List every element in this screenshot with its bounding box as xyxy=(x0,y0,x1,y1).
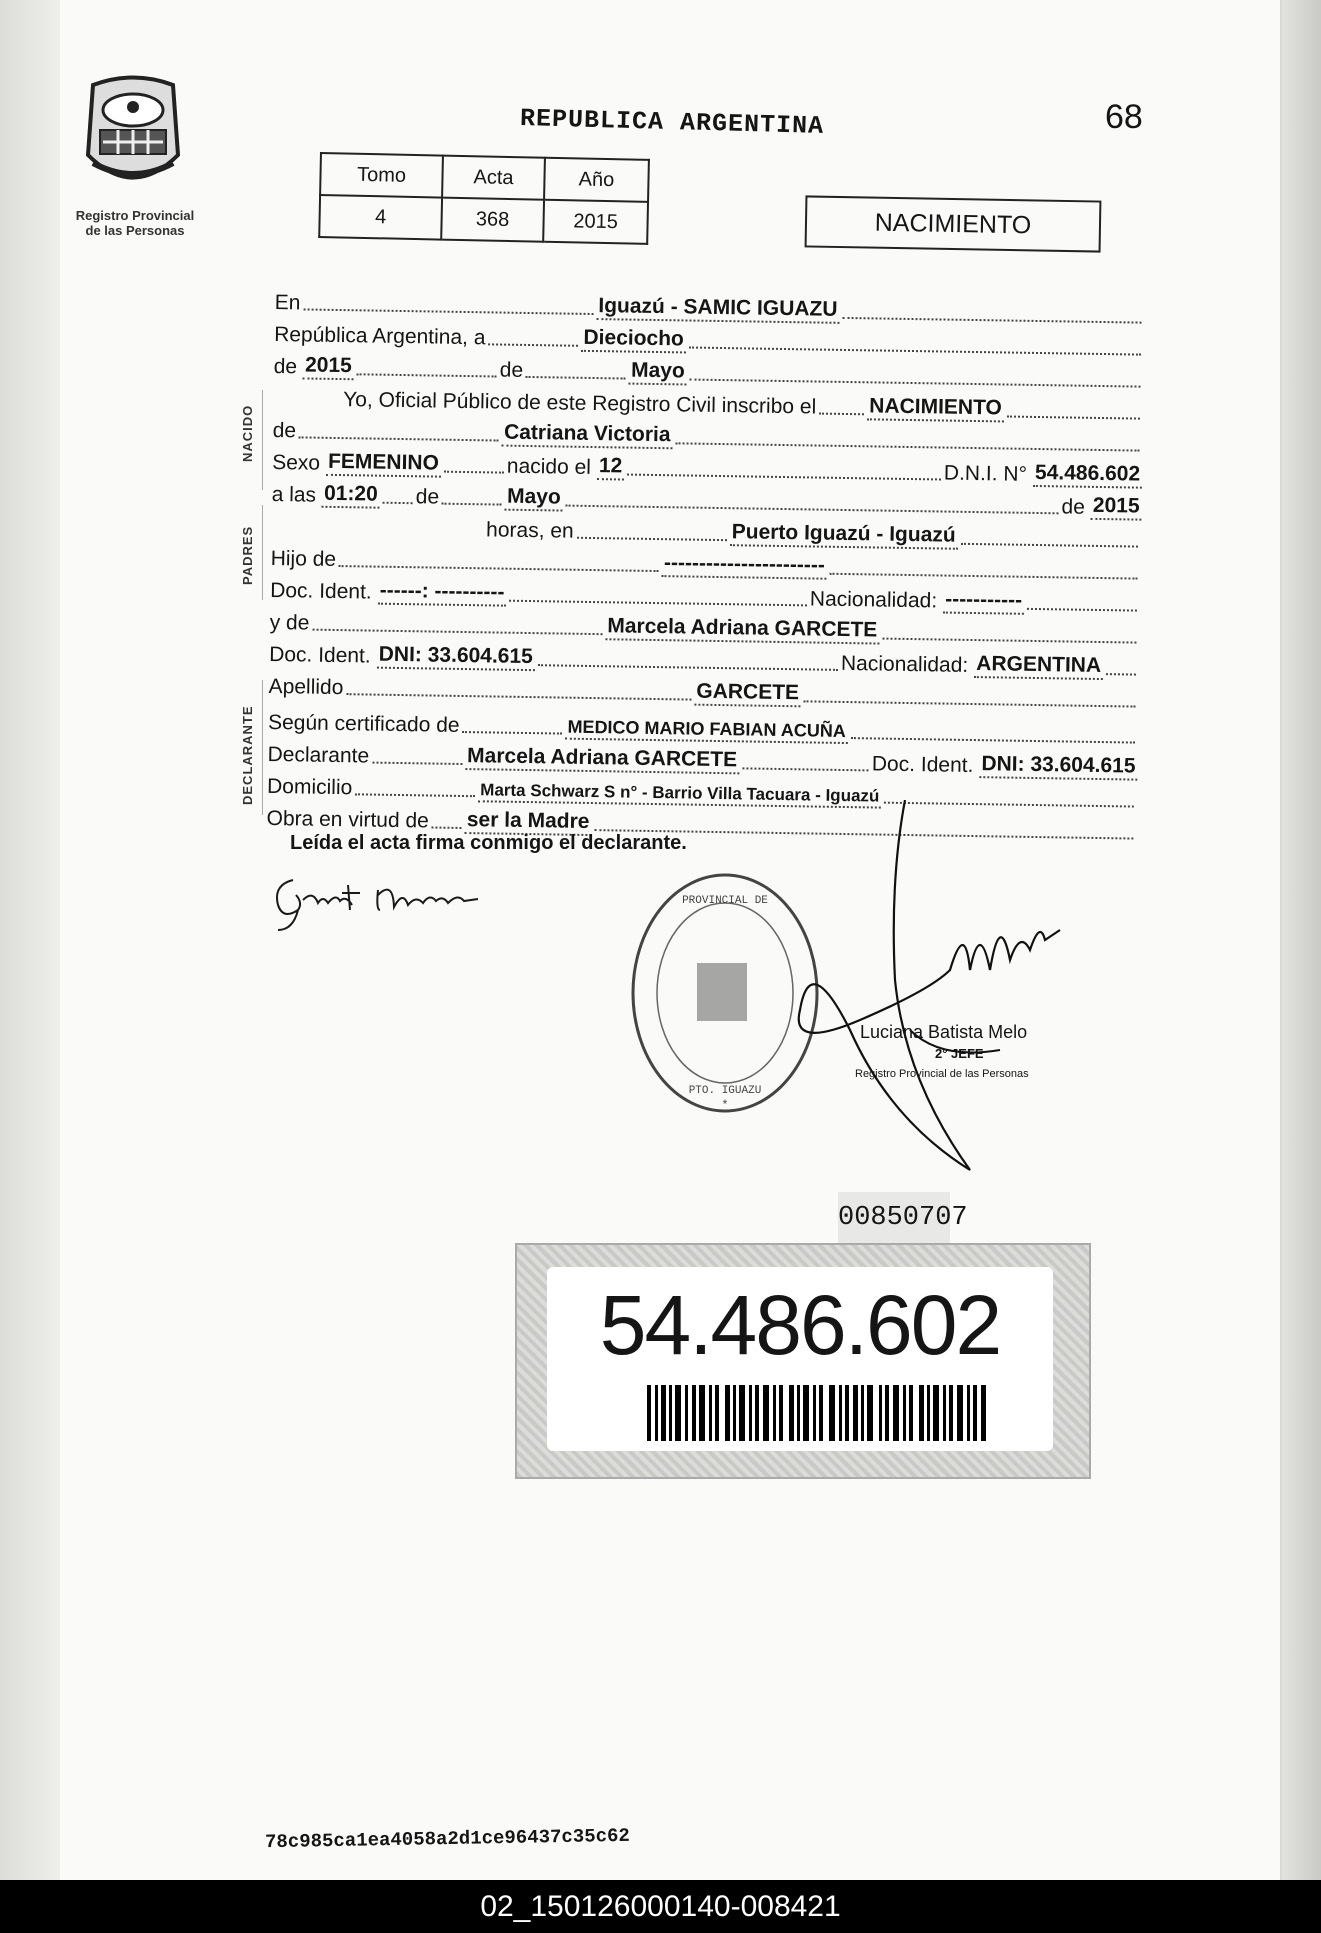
official-name: Luciana Batista Melo xyxy=(860,1022,1028,1042)
act-type-box: NACIMIENTO xyxy=(805,195,1102,252)
section-padres: PADRES xyxy=(240,525,255,585)
svg-text:*: * xyxy=(722,1097,728,1111)
madre-value: Marcela Adriana GARCETE xyxy=(605,614,879,644)
domicilio-label: Domicilio xyxy=(266,774,353,800)
certificado-value: MEDICO MARIO FABIAN ACUÑA xyxy=(565,717,848,744)
domicilio-value: Marta Schwarz S n° - Barrio Villa Tacuara - Iguazú xyxy=(478,780,881,808)
mes-nacimiento-value: Mayo xyxy=(505,485,563,512)
madre-nacionalidad-label: Nacionalidad: xyxy=(840,651,969,677)
official-role: 2° JEFE xyxy=(935,1046,984,1061)
apellido-value: GARCETE xyxy=(694,680,801,708)
section-divider-nacido xyxy=(262,390,263,490)
logo-caption-line-2: de las Personas xyxy=(85,223,185,238)
a-las-label: a las xyxy=(271,482,317,507)
declarante-value: Marcela Adriana GARCETE xyxy=(465,744,739,774)
official-signature xyxy=(740,800,1080,1180)
hora-value: 01:20 xyxy=(322,482,380,509)
mes-inscripcion-value: Mayo xyxy=(629,359,687,386)
hijo-de-label: Hijo de xyxy=(270,546,337,571)
barcode-icon xyxy=(647,1385,987,1441)
padre-doc-label: Doc. Ident. xyxy=(269,578,372,604)
en-label: En xyxy=(274,290,301,315)
tomo-header: Tomo xyxy=(320,153,443,198)
declarante-doc-value: DNI: 33.604.615 xyxy=(979,752,1137,780)
register-table xyxy=(318,152,650,245)
de2-label: de xyxy=(499,358,524,382)
republica-label: República Argentina, a xyxy=(274,322,486,350)
lugar-inscripcion-value: Iguazú - SAMIC IGUAZU xyxy=(596,294,840,324)
section-declarante: DECLARANTE xyxy=(240,705,255,805)
inscripcion-tipo-value: NACIMIENTO xyxy=(867,394,1004,422)
acta-header: Acta xyxy=(442,156,545,200)
id-label-inner xyxy=(547,1267,1053,1451)
section-nacido: NACIDO xyxy=(240,404,255,462)
logo-caption-line-1: Registro Provincial xyxy=(75,208,195,223)
yo-oficial-text: Yo, Oficial Público de este Registro Civil inscribo el xyxy=(342,388,817,419)
segun-certificado-label: Según certificado de xyxy=(267,710,460,737)
footer-file-id: 02_150126000140-008421 xyxy=(0,1880,1321,1933)
anio-inscripcion-value: 2015 xyxy=(303,353,354,380)
nacido-el-label: nacido el xyxy=(506,454,592,479)
horas-en-label: horas, en xyxy=(485,518,574,543)
tomo-value: 4 xyxy=(319,195,442,240)
document-hash: 78c985ca1ea4058a2d1ce96437c35c62 xyxy=(264,1824,631,1854)
acta-value: 368 xyxy=(441,198,544,242)
nombre-value: Catriana Victoria xyxy=(502,421,673,450)
page-left-margin xyxy=(0,0,60,1880)
id-barcode-label xyxy=(515,1243,1091,1479)
id-label-number: 54.486.602 xyxy=(599,1278,1001,1372)
de-nombre-label: de xyxy=(272,418,297,443)
svg-text:PTO. IGUAZU: PTO. IGUAZU xyxy=(688,1085,762,1097)
padre-nacionalidad-label: Nacionalidad: xyxy=(809,587,938,613)
y-de-label: y de xyxy=(269,610,310,635)
official-block xyxy=(855,1022,1029,1085)
padre-value: ----------------------- xyxy=(662,551,827,580)
madre-doc-value: DNI: 33.604.615 xyxy=(377,643,535,671)
de4-label: de xyxy=(1061,495,1086,519)
madre-doc-label: Doc. Ident. xyxy=(268,642,371,668)
declarant-signature xyxy=(268,865,508,935)
anio-header: Año xyxy=(544,158,649,202)
declarante-doc-label: Doc. Ident. xyxy=(871,752,974,778)
obra-label: Obra en virtud de xyxy=(266,806,430,833)
page-number: 68 xyxy=(1105,98,1143,136)
de-label: de xyxy=(273,354,298,379)
registry-logo-caption xyxy=(55,208,215,238)
section-divider-padres xyxy=(262,505,263,600)
dia-nacimiento-value: 12 xyxy=(597,454,625,480)
page-right-edge xyxy=(1282,0,1321,1880)
leida-statement: Leída el acta firma conmigo el declarante. xyxy=(290,832,687,854)
sexo-value: FEMENINO xyxy=(326,450,441,478)
padre-doc-value: ------: ---------- xyxy=(378,579,507,607)
province-seal-logo xyxy=(78,75,188,195)
section-divider-declarante xyxy=(262,680,263,815)
madre-nacionalidad-value: ARGENTINA xyxy=(974,652,1103,680)
lugar-nacimiento-value: Puerto Iguazú - Iguazú xyxy=(729,520,957,550)
anio-nacimiento-value: 2015 xyxy=(1091,494,1142,521)
dni-value: 54.486.602 xyxy=(1033,461,1143,489)
padre-nacionalidad-value: ----------- xyxy=(943,588,1024,615)
serial-number: 00850707 xyxy=(838,1192,950,1244)
obra-value: ser la Madre xyxy=(465,808,592,836)
anio-value: 2015 xyxy=(543,200,648,244)
dia-value: Dieciocho xyxy=(581,326,686,354)
declarante-label: Declarante xyxy=(267,742,370,768)
official-office: Registro Provincial de las Personas xyxy=(855,1068,1029,1080)
svg-text:PROVINCIAL DE: PROVINCIAL DE xyxy=(682,895,768,907)
apellido-label: Apellido xyxy=(268,674,344,700)
dni-label: D.N.I. N° xyxy=(943,461,1028,486)
de3-label: de xyxy=(415,485,440,509)
document-title: REPUBLICA ARGENTINA xyxy=(519,104,825,141)
sexo-label: Sexo xyxy=(271,450,321,475)
